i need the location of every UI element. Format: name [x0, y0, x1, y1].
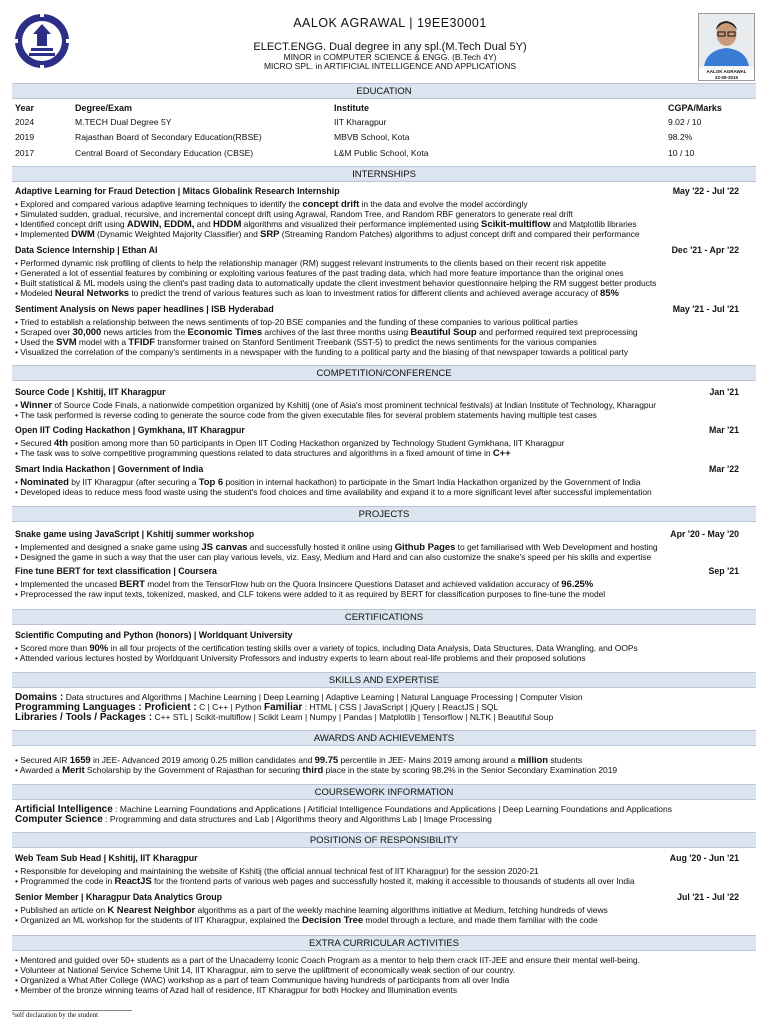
project-title	[15, 530, 739, 540]
internship-title	[15, 305, 739, 315]
list-item: • Nominated by IIT Kharagpur (after securing a Top 6 position in internal hackathon) to participate in the Smart India Hackathon organized by the Government of India	[15, 477, 641, 488]
edu-score: 98.2%	[668, 132, 693, 142]
list-item: • Secured 4th position among more than 50 participants in Open IIT Coding Hackathon organized by Technology Student Gymkhana, IIT Kharagpur	[15, 438, 565, 449]
list-item: • Simulated sudden, gradual, recursive, and incremental concept drift using Agrawal, Random Tree, and Random RBF generators to generate real drift	[15, 209, 573, 219]
list-item: • Programmed the code in ReactJS for the frontend parts of various web pages and successfully hosted it, making it accessible to thousands of students all over India	[15, 876, 635, 887]
list-item: • The task was to solve competitive programming questions related to data structures and algorithms in a fixed amount of time in C++	[15, 448, 511, 459]
section-projects: PROJECTS	[12, 506, 756, 522]
list-item: • Identified concept drift using ADWIN, EDDM, and HDDM algorithms and visualized their performance implemented using Scikit-multiflow and Matplotlib libraries	[15, 219, 637, 230]
competition-title	[15, 388, 739, 398]
edu-degree: M.TECH Dual Degree 5Y	[75, 117, 172, 127]
iit-kharagpur-logo-icon	[13, 12, 71, 70]
list-item: • Responsible for developing and maintaining the website of Kshitij (the official annual technical fest of IIT Kharagpur) for the session 2020-21	[15, 866, 539, 876]
position-date: Aug '20 - Jun '21	[669, 853, 739, 863]
competition-title-text: Smart India Hackathon | Government of India	[15, 464, 204, 474]
micro-line: MICRO SPL. in ARTIFICIAL INTELLIGENCE AND APPLICATIONS	[263, 61, 517, 71]
section-internships: INTERNSHIPS	[12, 166, 756, 182]
skills-programming: Programming Languages : Proficient : C | C++ | Python Familiar : HTML | CSS | JavaScript | jQuery | ReactJS | SQL	[15, 702, 499, 713]
col-institute: Institute	[334, 103, 369, 113]
project-title-text: Fine tune BERT for text classification | Coursera	[15, 566, 217, 576]
list-item: • Generated a lot of essential features by combining or exploiting various features of the past trading data, which had more feature importance than the original ones	[15, 268, 624, 278]
list-item: • Visualized the correlation of the company's sentiments in a newspaper with the funding to a political party and the biasing of that newspaper towards a political party	[15, 347, 629, 357]
col-degree: Degree/Exam	[75, 103, 133, 113]
table-row	[12, 133, 756, 145]
internship-title	[15, 246, 739, 256]
project-title-text: Snake game using JavaScript | Kshitij summer workshop	[15, 529, 255, 539]
edu-year: 2019	[15, 132, 35, 142]
candidate-name: AALOK AGRAWAL | 19EE30001	[293, 16, 487, 30]
section-competition: COMPETITION/CONFERENCE	[12, 365, 756, 381]
competition-title	[15, 465, 739, 475]
edu-year: 2024	[15, 117, 35, 127]
section-awards: AWARDS AND ACHIEVEMENTS	[12, 730, 756, 746]
footnote: ¹self declaration by the student	[12, 1011, 99, 1019]
section-positions: POSITIONS OF RESPONSIBILITY	[12, 832, 756, 848]
edu-institute: MBVB School, Kota	[334, 132, 410, 142]
list-item: • Designed the game in such a way that the user can play various levels, viz. Easy, Medium and Hard and can also customize the snake's speed per his skills and expertise	[15, 552, 652, 562]
education-header-row	[12, 104, 756, 116]
list-item: • Mentored and guided over 50+ students as a part of the Unacademy Iconic Coach Program as a mentor to help them crack IIT-JEE and ensure their mental well-being.	[15, 955, 640, 965]
section-extra-curricular: EXTRA CURRICULAR ACTIVITIES	[12, 935, 756, 951]
internship-date: Dec '21 - Apr '22	[671, 245, 739, 255]
list-item: • Awarded a Merit Scholarship by the Government of Rajasthan for securing third place in the state by scoring 98.2% in the Senior Secondary Examination 2019	[15, 765, 618, 776]
list-item: • Performed dynamic risk profiling of clients to help the relationship manager (RM) suggest relevant instruments to the clients based on their recent risk appetite	[15, 258, 607, 268]
list-item: • Secured AIR 1659 in JEE- Advanced 2019 among 0.25 million candidates and 99.75 percentile in JEE- Mains 2019 among around a million students	[15, 755, 583, 766]
section-coursework: COURSEWORK INFORMATION	[12, 784, 756, 800]
profile-photo	[698, 13, 755, 81]
edu-score: 10 / 10	[668, 148, 695, 158]
skills-domains: Domains : Data structures and Algorithms | Machine Learning | Deep Learning | Adaptive Learning | Natural Language Processing | Computer Vision	[15, 692, 583, 703]
list-item: • Built statistical & ML models using the client's past trading data to automatically update the client investment behavior questionnaire helping the RM suggest better products	[15, 278, 657, 288]
position-date: Jul '21 - Jul '22	[677, 892, 739, 902]
skills-libraries: Libraries / Tools / Packages : C++ STL | Scikit-multiflow | Scikit Learn | Numpy | Pandas | Matplotlib | Tensorflow | NLTK | Beautiful Soup	[15, 712, 554, 723]
list-item: • Implemented DWM (Dynamic Weighted Majority Classifier) and SRP (Streaming Random Patches) algorithms to adjust concept drift and compared their performance	[15, 229, 640, 240]
coursework-cs: Computer Science : Programming and data structures and Lab | Algorithms theory and Algorithms Lab | Image Processing	[15, 814, 492, 825]
competition-title-text: Open IIT Coding Hackathon | Gymkhana, IIT Kharagpur	[15, 425, 245, 435]
list-item: • Preprocessed the raw input texts, tokenized, masked, and CLF tokens were added to it as required by BERT for classification purposes to fine-tune the model	[15, 589, 606, 599]
position-title-text: Senior Member | Kharagpur Data Analytics Group	[15, 892, 222, 902]
edu-institute: L&M Public School, Kota	[334, 148, 429, 158]
internship-title-text: Data Science Internship | Ethan AI	[15, 245, 158, 255]
list-item: • The task performed is reverse coding to generate the source code from the given executable files for several problem statements having multiple test cases	[15, 410, 597, 420]
project-date: Apr '20 - May '20	[670, 529, 739, 539]
competition-date: Jan '21	[709, 387, 739, 397]
col-cgpa: CGPA/Marks	[668, 103, 722, 113]
list-item: • Organized a What After College (WAC) workshop as a part of team Communique having hundreds of participants from all over India	[15, 975, 510, 985]
list-item: • Implemented the uncased BERT model from the TensorFlow hub on the Quora Insincere Questions Dataset and achieved validation accuracy of 96.25%	[15, 579, 594, 590]
list-item: • Used the SVM model with a TFIDF transformer trained on Stanford Sentiment Treebank (SST-5) to predict the news sentiments for the various companies	[15, 337, 597, 348]
edu-institute: IIT Kharagpur	[334, 117, 387, 127]
project-title	[15, 567, 739, 577]
edu-degree: Central Board of Secondary Education (CBSE)	[75, 148, 254, 158]
coursework-ai: Artificial Intelligence : Machine Learning Foundations and Applications | Artificial Intelligence Foundations and Applications | Deep Learning Foundations and Applications	[15, 804, 672, 815]
list-item: • Published an article on K Nearest Neighbor algorithms as a part of the weekly machine learning algorithms initiative at Medium, fetching hundreds of views	[15, 905, 608, 916]
section-education: EDUCATION	[12, 83, 756, 99]
position-title	[15, 893, 739, 903]
list-item: • Explored and compared various adaptive learning techniques to identify the concept drift in the data and evolve the model accordingly	[15, 199, 528, 210]
edu-score: 9.02 / 10	[668, 117, 702, 127]
department-line: ELECT.ENGG. Dual degree in any spl.(M.Tech Dual 5Y)	[253, 41, 527, 53]
list-item: • Scraped over 30,000 news articles from the Economic Times archives of the last three months using Beautiful Soup and performed required text preprocessing	[15, 327, 638, 338]
section-certifications: CERTIFICATIONS	[12, 609, 756, 625]
list-item: • Volunteer at National Service Scheme Unit 14, IIT Kharagpur, aim to serve the upliftment of economically weak section of our country.	[15, 965, 516, 975]
list-item: • Modeled Neural Networks to predict the trend of various features such as loan to investment ratios for different clients and achieved average accuracy of 85%	[15, 288, 619, 299]
list-item: • Tried to establish a relationship between the news sentiments of top-20 BSE companies and the funding of these companies to various political parties	[15, 317, 578, 327]
competition-date: Mar '21	[709, 425, 739, 435]
list-item: • Attended various lectures hosted by Worldquant University Professors and industry experts to learn about real-life problems and their proposed solutions	[15, 653, 586, 663]
photo-caption-date: 22-09-2016	[714, 74, 739, 80]
edu-degree: Rajasthan Board of Secondary Education(RBSE)	[75, 132, 262, 142]
list-item: • Organized an ML workshop for the students of IIT Kharagpur, explained the Decision Tree model through a lecture, and made them familiar with the code	[15, 915, 598, 926]
person-avatar-icon	[699, 14, 754, 66]
internship-date: May '21 - Jul '21	[672, 304, 739, 314]
certification-title: Scientific Computing and Python (honors) | Worldquant University	[15, 630, 293, 640]
minor-line: MINOR in COMPUTER SCIENCE & ENGG. (B.Tech 4Y)	[283, 52, 497, 62]
list-item: • Implemented and designed a snake game using JS canvas and successfully hosted it online using Github Pages to get familiarised with Web Development and hosting	[15, 542, 658, 553]
list-item: • Winner of Source Code Finals, a nationwide competition organized by Kshitij (one of Asia's most prominent technical festivals) at Indian Institute of Technology, Kharagpur	[15, 400, 657, 411]
internship-title-text: Sentiment Analysis on News paper headlines | ISB Hyderabad	[15, 304, 274, 314]
position-title-text: Web Team Sub Head | Kshitij, IIT Kharagpur	[15, 853, 198, 863]
col-year: Year	[15, 103, 35, 113]
competition-date: Mar '22	[709, 464, 739, 474]
list-item: • Scored more than 90% in all four projects of the certification testing skills over a variety of topics, including Data Analysis, Data Structures, Data Wrangling, and OOPs	[15, 643, 638, 654]
photo-caption-name: AALOK AGRAWAL	[706, 69, 747, 75]
competition-title-text: Source Code | Kshitij, IIT Kharagpur	[15, 387, 166, 397]
competition-title	[15, 426, 739, 436]
table-row	[12, 118, 756, 130]
internship-title-text: Adaptive Learning for Fraud Detection | Mitacs Globalink Research Internship	[15, 186, 340, 196]
table-row	[12, 149, 756, 161]
list-item: • Member of the bronze winning teams of Azad hall of residence, IIT Kharagpur for both Hockey and Illumination events	[15, 985, 458, 995]
internship-title	[15, 187, 739, 197]
project-date: Sep '21	[708, 566, 739, 576]
section-skills: SKILLS AND EXPERTISE	[12, 672, 756, 688]
position-title	[15, 854, 739, 864]
list-item: • Developed ideas to reduce mess food waste using the student's food choices and time availability and expand it to a more significant level after successful implementation	[15, 487, 652, 497]
photo-caption	[699, 69, 754, 80]
edu-year: 2017	[15, 148, 35, 158]
internship-date: May '22 - Jul '22	[672, 186, 739, 196]
